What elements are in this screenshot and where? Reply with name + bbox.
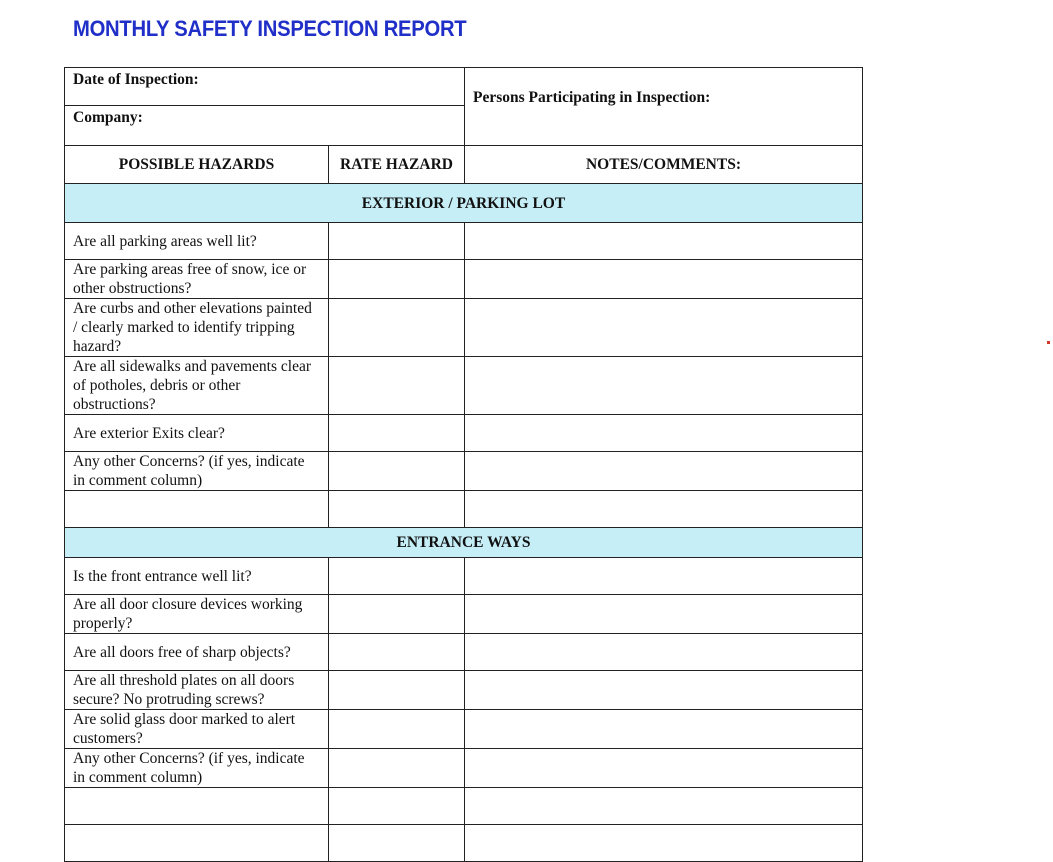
- notes-cell[interactable]: [465, 260, 863, 299]
- inspection-table: [64, 67, 863, 862]
- rate-hazard-cell[interactable]: [329, 357, 465, 415]
- notes-cell[interactable]: [465, 223, 863, 260]
- notes-cell[interactable]: [465, 491, 863, 528]
- hazard-question: Any other Concerns? (if yes, indicate in comment column): [65, 749, 329, 788]
- notes-cell[interactable]: [465, 710, 863, 749]
- table-row: [65, 595, 863, 634]
- persons-participating-label: Persons Participating in Inspection:: [473, 89, 711, 106]
- column-header-row: [65, 146, 863, 184]
- rate-hazard-cell[interactable]: [329, 671, 465, 710]
- rate-hazard-cell[interactable]: [329, 788, 465, 825]
- notes-cell[interactable]: [465, 452, 863, 491]
- notes-cell[interactable]: [465, 788, 863, 825]
- rate-hazard-cell[interactable]: [329, 634, 465, 671]
- hazard-question[interactable]: [65, 491, 329, 528]
- rate-hazard-cell[interactable]: [329, 223, 465, 260]
- persons-participating-field[interactable]: [465, 68, 863, 146]
- rate-hazard-cell[interactable]: [329, 595, 465, 634]
- table-row: [65, 749, 863, 788]
- report-title: MONTHLY SAFETY INSPECTION REPORT: [73, 16, 467, 41]
- rate-hazard-cell[interactable]: [329, 749, 465, 788]
- rate-hazard-cell[interactable]: [329, 452, 465, 491]
- rate-hazard-header: RATE HAZARD: [329, 146, 465, 184]
- notes-cell[interactable]: [465, 634, 863, 671]
- table-row: [65, 558, 863, 595]
- possible-hazards-header: POSSIBLE HAZARDS: [65, 146, 329, 184]
- table-row: [65, 452, 863, 491]
- notes-cell[interactable]: [465, 558, 863, 595]
- table-row: [65, 223, 863, 260]
- section-row: [65, 184, 863, 223]
- date-of-inspection-field[interactable]: [65, 68, 465, 106]
- hazard-question: Are all door closure devices working properly?: [65, 595, 329, 634]
- table-row: [65, 260, 863, 299]
- date-of-inspection-label: Date of Inspection:: [73, 71, 199, 88]
- hazard-question: Are solid glass door marked to alert customers?: [65, 710, 329, 749]
- table-row: [65, 299, 863, 357]
- notes-cell[interactable]: [465, 671, 863, 710]
- rate-hazard-cell[interactable]: [329, 710, 465, 749]
- table-row: [65, 671, 863, 710]
- hazard-question: Are curbs and other elevations painted / clearly marked to identify tripping hazard?: [65, 299, 329, 357]
- rate-hazard-cell[interactable]: [329, 415, 465, 452]
- stray-mark: [1047, 341, 1050, 344]
- hazard-question: Are all threshold plates on all doors secure? No protruding screws?: [65, 671, 329, 710]
- notes-cell[interactable]: [465, 595, 863, 634]
- notes-comments-header: NOTES/COMMENTS:: [465, 146, 863, 184]
- rate-hazard-cell[interactable]: [329, 491, 465, 528]
- hazard-question: Any other Concerns? (if yes, indicate in comment column): [65, 452, 329, 491]
- table-row: [65, 825, 863, 862]
- hazard-question[interactable]: [65, 825, 329, 862]
- notes-cell[interactable]: [465, 357, 863, 415]
- table-row: [65, 788, 863, 825]
- rate-hazard-cell[interactable]: [329, 558, 465, 595]
- table-row: [65, 357, 863, 415]
- rate-hazard-cell[interactable]: [329, 299, 465, 357]
- section-title-entrance-ways: ENTRANCE WAYS: [65, 528, 863, 558]
- section-title-exterior-parking-lot: EXTERIOR / PARKING LOT: [65, 184, 863, 223]
- table-row: [65, 634, 863, 671]
- section-row: [65, 528, 863, 558]
- date-row: [65, 68, 863, 106]
- rate-hazard-cell[interactable]: [329, 825, 465, 862]
- hazard-question[interactable]: [65, 788, 329, 825]
- notes-cell[interactable]: [465, 825, 863, 862]
- notes-cell[interactable]: [465, 299, 863, 357]
- company-label: Company:: [73, 109, 143, 126]
- hazard-question: Are exterior Exits clear?: [65, 415, 329, 452]
- hazard-question: Are parking areas free of snow, ice or other obstructions?: [65, 260, 329, 299]
- notes-cell[interactable]: [465, 415, 863, 452]
- table-row: [65, 710, 863, 749]
- hazard-question: Are all doors free of sharp objects?: [65, 634, 329, 671]
- company-field[interactable]: [65, 106, 465, 146]
- notes-cell[interactable]: [465, 749, 863, 788]
- rate-hazard-cell[interactable]: [329, 260, 465, 299]
- hazard-question: Are all sidewalks and pavements clear of potholes, debris or other obstructions?: [65, 357, 329, 415]
- table-row: [65, 491, 863, 528]
- table-row: [65, 415, 863, 452]
- hazard-question: Is the front entrance well lit?: [65, 558, 329, 595]
- hazard-question: Are all parking areas well lit?: [65, 223, 329, 260]
